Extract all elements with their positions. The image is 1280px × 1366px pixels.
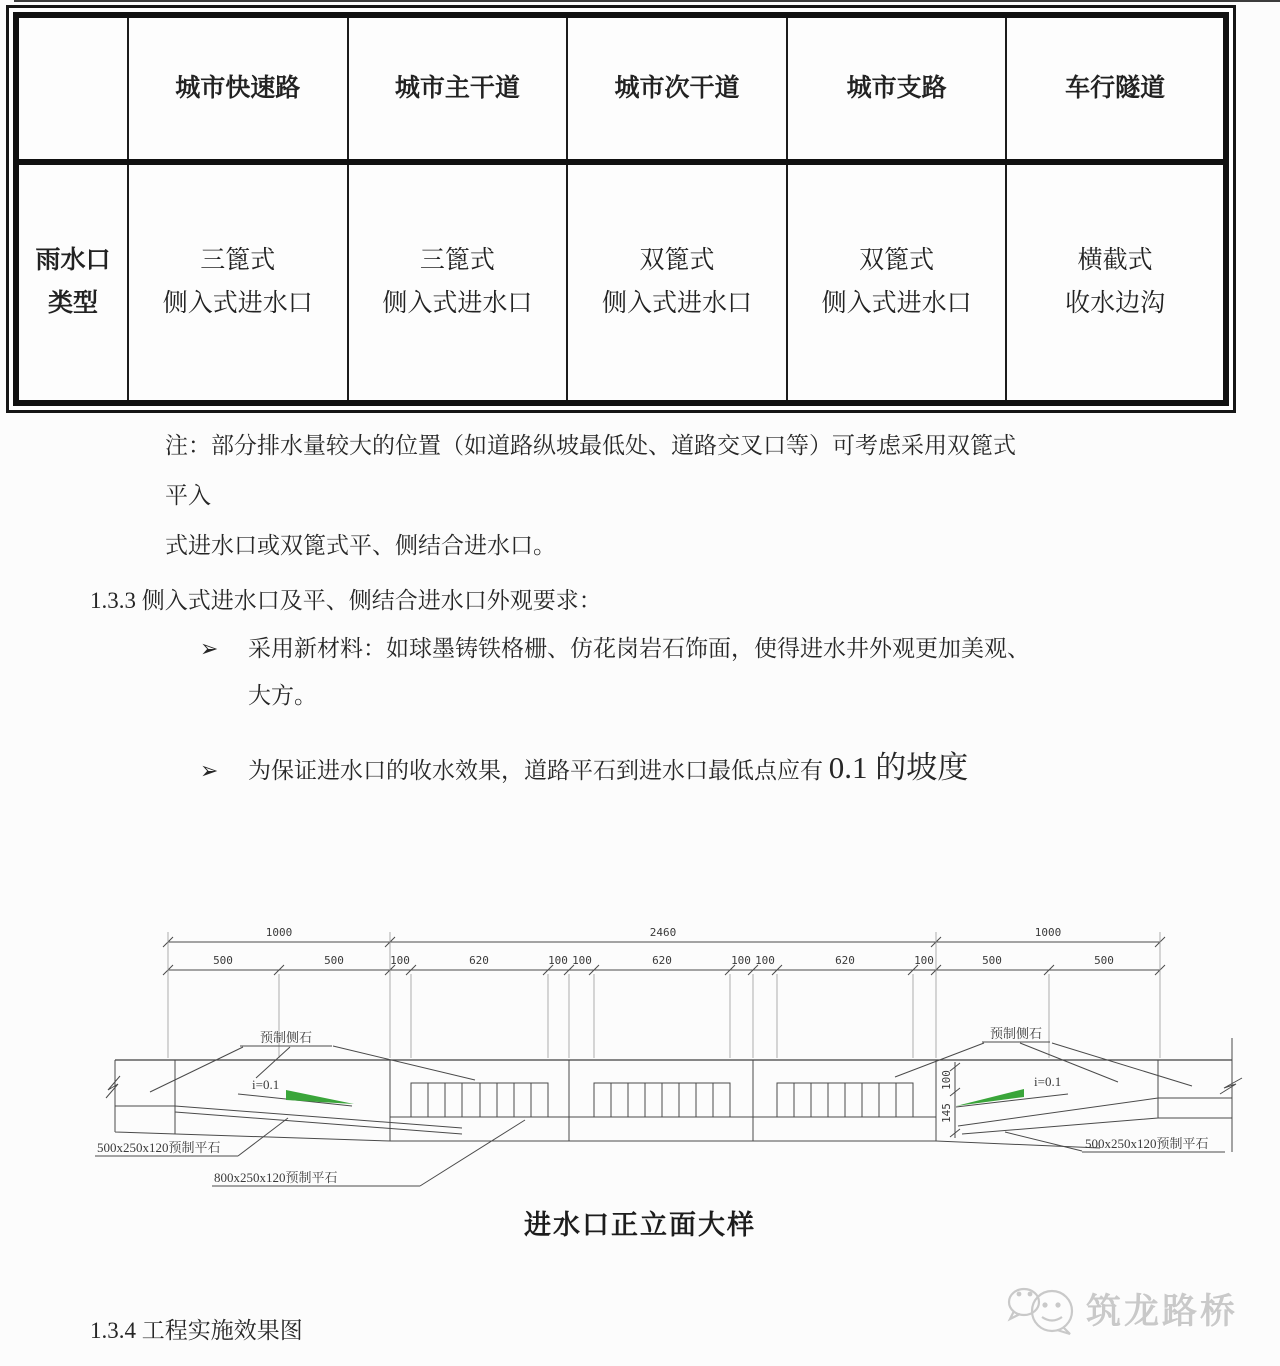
section-heading-133: 1.3.3 侧入式进水口及平、侧结合进水口外观要求：	[90, 588, 602, 613]
dim-500: 500	[324, 954, 344, 967]
dim-620: 620	[652, 954, 672, 967]
grate-bars	[428, 1083, 896, 1117]
table-data-row	[16, 162, 1226, 403]
bullet-new-materials: ➢ 采用新材料：如球墨铸铁格栅、仿花岗岩石饰面，使得进水井外观更加美观、 大方。	[200, 634, 1030, 709]
col-header-tunnel: 车行隧道	[1006, 15, 1226, 162]
right-slope-label: i=0.1	[1034, 1074, 1062, 1089]
dim-620: 620	[835, 954, 855, 967]
table-note-line1: 注：部分排水量较大的位置（如道路纵坡最低处、道路交叉口等）可考虑采用双篦式	[165, 433, 1016, 458]
dim-100: 100	[548, 954, 568, 967]
bullet-slope-requirement: ➢ 为保证进水口的收水效果，道路平石到进水口最低点应有 0.1 的坡度	[200, 750, 969, 785]
table-note-line3: 式进水口或双篦式平、侧结合进水口。	[165, 533, 556, 558]
flat-stone-center-label: 800x250x120预制平石	[214, 1170, 338, 1185]
section-heading-134: 1.3.4 工程实施效果图	[90, 1318, 303, 1343]
dim-100: 100	[755, 954, 775, 967]
left-gutter-slope	[175, 1106, 462, 1134]
dim-2460: 2460	[649, 926, 677, 939]
table-note-line2: 平入	[165, 483, 211, 508]
left-slope-label: i=0.1	[252, 1077, 280, 1092]
dim-100: 100	[390, 954, 410, 967]
right-curb-label: 预制侧石	[989, 1026, 1043, 1041]
inlet-elevation-svg	[0, 920, 1280, 1210]
zhulong-logo-text: 筑龙路桥	[1086, 1292, 1239, 1331]
arrow-bullet-icon: ➢	[200, 756, 219, 785]
vdim-145: 145	[940, 1103, 953, 1123]
arrow-bullet-icon: ➢	[200, 634, 219, 663]
inlet-elevation-drawing	[0, 920, 1280, 1210]
right-gutter-slope	[936, 1038, 1232, 1152]
top-rule-divider	[14, 0, 1280, 2]
drawing-caption: 进水口正立面大样	[524, 1210, 756, 1240]
dim-500: 500	[1094, 954, 1114, 967]
col-header-arterial: 城市主干道	[348, 15, 568, 162]
zhulong-logo-icon	[1000, 1278, 1086, 1340]
col-header-expressway: 城市快速路	[128, 15, 348, 162]
dim-620: 620	[469, 954, 489, 967]
left-break-mark	[106, 1076, 120, 1098]
inlet-type-table	[13, 12, 1229, 406]
left-curb-leaders	[150, 1046, 475, 1092]
dim-100: 100	[914, 954, 934, 967]
flat-stone-right-label: 500x250x120预制平石	[1085, 1136, 1209, 1151]
cell-arterial: 三篦式 侧入式进水口	[348, 162, 568, 403]
cell-tunnel: 横截式 收水边沟	[1006, 162, 1226, 403]
band-structure-lines	[115, 1060, 936, 1141]
dim-100: 100	[731, 954, 751, 967]
dim-100: 100	[572, 954, 592, 967]
table-corner-cell	[16, 15, 128, 162]
dim-1000-right: 1000	[1034, 926, 1062, 939]
left-curb-label: 预制侧石	[259, 1030, 313, 1045]
dim-500: 500	[213, 954, 233, 967]
cell-expressway: 三篦式 侧入式进水口	[128, 162, 348, 403]
row-header-inlet-type: 雨水口 类型	[16, 162, 128, 403]
inlet-type-table-frame	[6, 5, 1236, 413]
flat-stone-left-label: 500x250x120预制平石	[97, 1140, 221, 1155]
table-header-row	[16, 15, 1226, 162]
left-slope-arrow	[286, 1090, 354, 1104]
col-header-secondary: 城市次干道	[567, 15, 787, 162]
zhulong-watermark	[1000, 1278, 1270, 1340]
vdim-100: 100	[940, 1070, 953, 1090]
slope-value-emphasis: 0.1 的坡度	[828, 750, 969, 785]
dim-1000-left: 1000	[265, 926, 293, 939]
dim-500: 500	[982, 954, 1002, 967]
col-header-branch: 城市支路	[787, 15, 1007, 162]
cell-branch: 双篦式 侧入式进水口	[787, 162, 1007, 403]
right-break-mark	[1220, 1078, 1242, 1094]
cell-secondary: 双篦式 侧入式进水口	[567, 162, 787, 403]
